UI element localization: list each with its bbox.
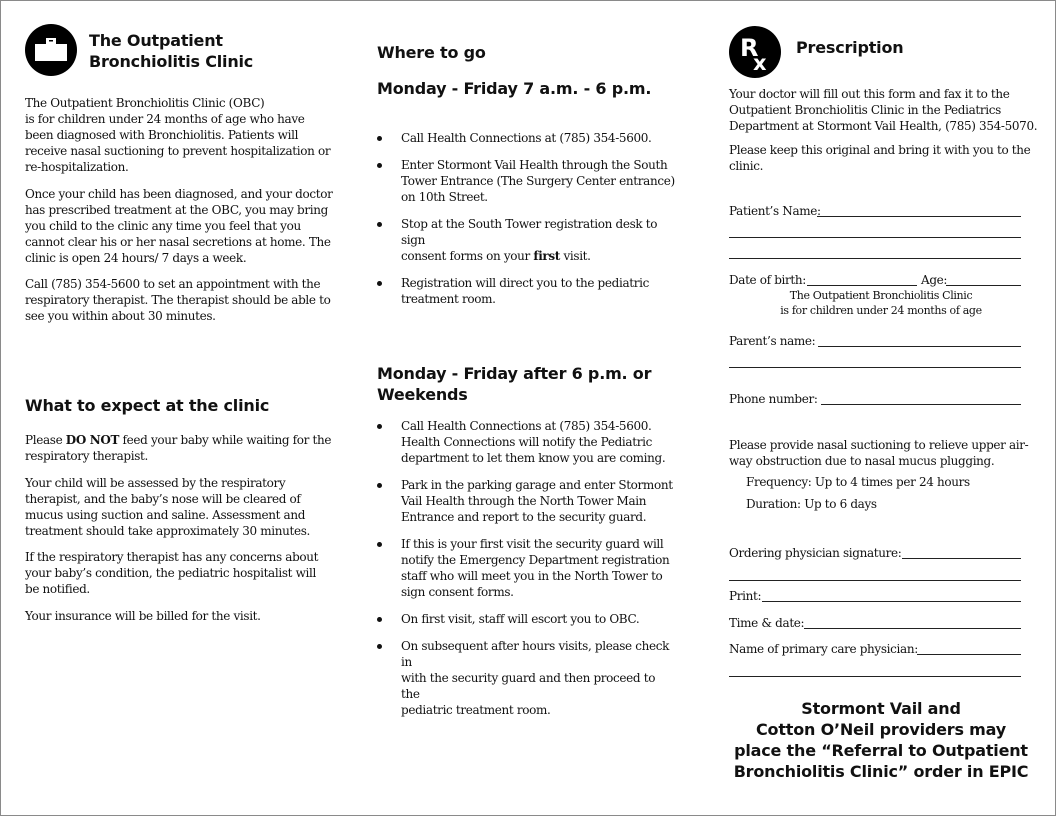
- text-line: Park in the parking garage and enter Stormont: [401, 478, 673, 492]
- text-line: If the respiratory therapist has any concerns about: [25, 550, 319, 564]
- text-line: on 10th Street.: [401, 190, 488, 204]
- text-line: clinic.: [729, 159, 764, 173]
- pcp-label: Name of primary care physician:: [729, 642, 918, 656]
- text-line: [401, 248, 677, 264]
- text-line: treatment should take approximately 30 minutes.: [25, 524, 310, 538]
- text-line: therapist, and the baby’s nose will be cleared of: [25, 492, 301, 506]
- text-line: Outpatient Bronchiolitis Clinic in the Pediatrics: [729, 103, 1001, 117]
- text-span: Please: [25, 433, 66, 447]
- text-line: re-hospitalization.: [25, 160, 129, 174]
- text-line: Vail Health through the North Tower Main: [401, 494, 647, 508]
- keep-original-paragraph: [729, 142, 1039, 174]
- bullet-dot: [377, 542, 382, 547]
- list-item: [377, 611, 677, 627]
- bullet-dot: [377, 483, 382, 488]
- dob-label: Date of birth:: [729, 273, 806, 287]
- phone-label: Phone number:: [729, 392, 818, 406]
- text-line: sign consent forms.: [401, 585, 514, 599]
- text-line: clinic is open 24 hours/ 7 days a week.: [25, 251, 247, 265]
- text-line: respiratory therapist. The therapist should be able to: [25, 293, 331, 307]
- text-line: If this is your first visit the security guard will: [401, 537, 664, 551]
- text-line: The Outpatient Bronchiolitis Clinic: [789, 289, 973, 302]
- text-line: Call Health Connections at (785) 354-5600.: [401, 131, 652, 145]
- order-paragraph: [729, 437, 1039, 469]
- bullet-dot: [377, 281, 382, 286]
- text-line: respiratory therapist.: [25, 449, 148, 463]
- referral-footer: [724, 698, 1038, 782]
- do-not-emphasis: DO NOT: [65, 433, 120, 447]
- text-line: Entrance and report to the security guard.: [401, 510, 647, 524]
- hospital-icon: [25, 24, 77, 76]
- after-hours-heading: [377, 363, 651, 405]
- frequency-text: Frequency: Up to 4 times per 24 hours: [746, 475, 970, 489]
- time-date-label: Time & date:: [729, 616, 805, 630]
- text-line: On first visit, staff will escort you to OBC.: [401, 612, 640, 626]
- text-line: Call (785) 354-5600 to set an appointment with the: [25, 277, 321, 291]
- time-date-field[interactable]: [804, 628, 1021, 629]
- text-line: is for children under 24 months of age who have: [25, 112, 305, 126]
- rx-letter-x: x: [753, 51, 767, 75]
- prescription-title: Prescription: [796, 38, 904, 57]
- bullet-dot: [377, 136, 382, 141]
- text-span: consent forms on your: [401, 249, 534, 263]
- text-line: see you within about 30 minutes.: [25, 309, 216, 323]
- list-item: [377, 477, 677, 525]
- phone-field[interactable]: [821, 404, 1021, 405]
- signature-label: Ordering physician signature:: [729, 546, 902, 560]
- expect-heading: What to expect at the clinic: [25, 396, 270, 415]
- duration-text: Duration: Up to 6 days: [746, 497, 877, 511]
- text-line: Your child will be assessed by the respiratory: [25, 476, 286, 490]
- list-item: [377, 157, 677, 205]
- text-line: mucus using suction and saline. Assessment and: [25, 508, 306, 522]
- text-line: staff who will meet you in the North Tower to: [401, 569, 663, 583]
- text-line: On subsequent after hours visits, please check in: [401, 639, 670, 669]
- list-item: [377, 418, 677, 466]
- footer-line: Stormont Vail and: [801, 699, 961, 718]
- text-line: receive nasal suctioning to prevent hospitalization or: [25, 144, 331, 158]
- bullet-dot: [377, 617, 382, 622]
- text-span: feed your baby while waiting for the: [119, 433, 332, 447]
- no-feed-paragraph: [25, 432, 345, 464]
- patient-name-field[interactable]: [817, 216, 1021, 217]
- intro-paragraph: [25, 95, 345, 175]
- footer-line: Cotton O’Neil providers may: [756, 720, 1006, 739]
- bullet-dot: [377, 644, 382, 649]
- bullet-dot: [377, 163, 382, 168]
- text-line: you child to the clinic any time you feel that you: [25, 219, 301, 233]
- text-line: The Outpatient Bronchiolitis Clinic (OBC): [25, 96, 265, 110]
- pcp-field-line2[interactable]: [729, 676, 1021, 677]
- list-item: [377, 638, 677, 718]
- text-line: Stop at the South Tower registration desk to sign: [401, 217, 658, 247]
- clinic-title-line2: Bronchiolitis Clinic: [89, 52, 254, 71]
- footer-line: place the “Referral to Outpatient: [734, 741, 1028, 760]
- after-hours-list: [377, 418, 677, 729]
- weekday-heading: Monday - Friday 7 a.m. - 6 p.m.: [377, 79, 652, 98]
- weekday-list: [377, 130, 677, 318]
- assessment-paragraph: [25, 475, 345, 539]
- patient-name-field-line3[interactable]: [729, 258, 1021, 259]
- list-item: [377, 130, 677, 146]
- signature-field[interactable]: [902, 558, 1021, 559]
- text-line: Please provide nasal suctioning to relieve upper air-: [729, 438, 1029, 452]
- text-line: Your doctor will fill out this form and fax it to the: [729, 87, 1010, 101]
- text-line: Once your child has been diagnosed, and your doctor: [25, 187, 333, 201]
- footer-line: Bronchiolitis Clinic” order in EPIC: [733, 762, 1029, 781]
- list-item: [377, 536, 677, 600]
- text-line: Enter Stormont Vail Health through the South: [401, 158, 668, 172]
- text-line: your baby’s condition, the pediatric hospitalist will: [25, 566, 316, 580]
- age-label: Age:: [921, 273, 948, 287]
- pcp-field[interactable]: [917, 654, 1021, 655]
- parent-name-field[interactable]: [818, 346, 1021, 347]
- text-span: visit.: [560, 249, 591, 263]
- prescription-intro: [729, 86, 1039, 134]
- treatment-paragraph: [25, 186, 345, 266]
- heading-line: Monday - Friday after 6 p.m. or: [377, 364, 652, 383]
- patient-name-label: Patient’s Name:: [729, 204, 821, 218]
- heading-line: Weekends: [377, 385, 468, 404]
- text-line: is for children under 24 months of age: [780, 304, 982, 317]
- age-field[interactable]: [946, 285, 1021, 286]
- text-line: Health Connections will notify the Pediatric: [401, 435, 652, 449]
- age-note: [729, 288, 1033, 318]
- text-line: Registration will direct you to the pediatric: [401, 276, 649, 290]
- text-line: with the security guard and then proceed to the: [401, 671, 656, 701]
- appointment-paragraph: [25, 276, 345, 324]
- text-line: notify the Emergency Department registration: [401, 553, 670, 567]
- clinic-title-line1: The Outpatient: [89, 31, 223, 50]
- rx-icon: [729, 26, 781, 78]
- patient-name-field-line2[interactable]: [729, 237, 1021, 238]
- list-item: [377, 275, 677, 307]
- text-line: Tower Entrance (The Surgery Center entrance): [401, 174, 675, 188]
- signature-field-line2[interactable]: [729, 580, 1021, 581]
- text-line: cannot clear his or her nasal secretions at home. The: [25, 235, 331, 249]
- print-label: Print:: [729, 589, 762, 603]
- first-emphasis: first: [533, 249, 560, 263]
- bullet-dot: [377, 424, 382, 429]
- text-line: been diagnosed with Bronchiolitis. Patients will: [25, 128, 299, 142]
- clinic-title: [89, 30, 253, 72]
- dob-field[interactable]: [807, 285, 917, 286]
- parent-name-label: Parent’s name:: [729, 334, 816, 348]
- insurance-paragraph: Your insurance will be billed for the visit.: [25, 609, 261, 623]
- print-field[interactable]: [762, 601, 1021, 602]
- parent-name-field-line2[interactable]: [729, 367, 1021, 368]
- text-line: Call Health Connections at (785) 354-5600.: [401, 419, 652, 433]
- text-line: Department at Stormont Vail Health, (785) 354-5070.: [729, 119, 1038, 133]
- concerns-paragraph: [25, 549, 345, 597]
- text-line: department to let them know you are coming.: [401, 451, 666, 465]
- bullet-dot: [377, 222, 382, 227]
- list-item: [377, 216, 677, 264]
- text-line: be notified.: [25, 582, 90, 596]
- where-heading: Where to go: [377, 43, 486, 62]
- rx-letter-r: R: [740, 34, 759, 62]
- text-line: Please keep this original and bring it with you to the: [729, 143, 1031, 157]
- text-line: [25, 432, 345, 448]
- text-line: treatment room.: [401, 292, 496, 306]
- text-line: pediatric treatment room.: [401, 703, 551, 717]
- text-line: has prescribed treatment at the OBC, you may bring: [25, 203, 328, 217]
- text-line: way obstruction due to nasal mucus plugging.: [729, 454, 995, 468]
